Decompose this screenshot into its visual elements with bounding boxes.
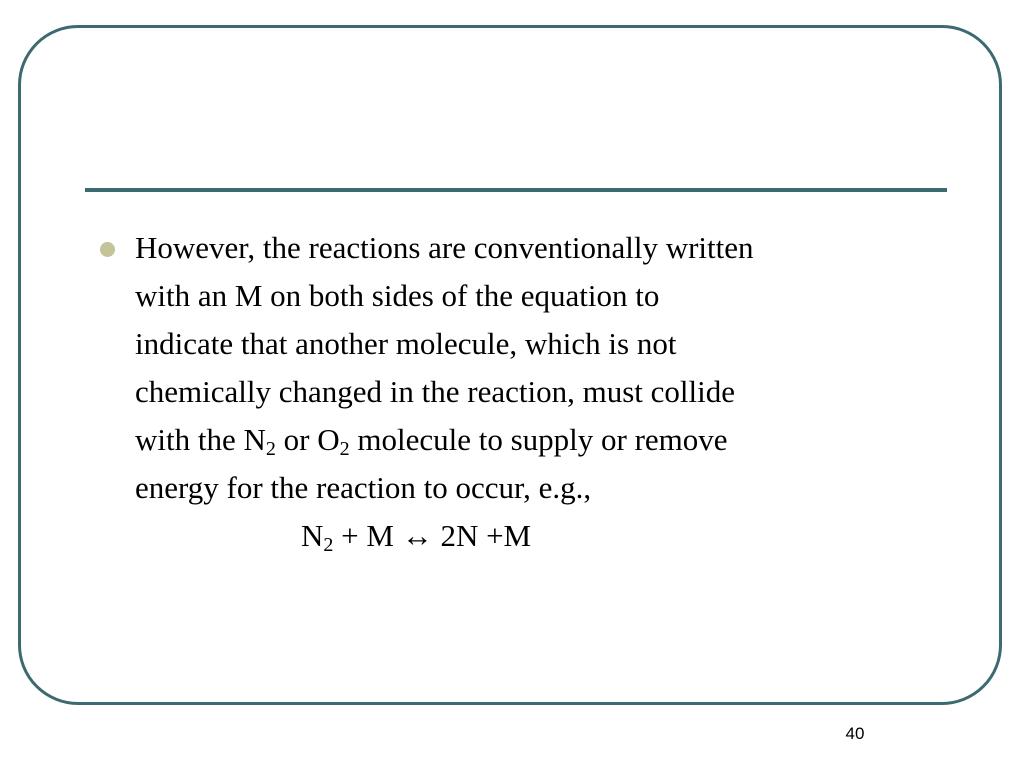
bullet-item [100,224,940,560]
bullet-line-2: with an M on both sides of the equation to [135,278,660,313]
reaction-equation [135,512,940,560]
equation-lhs-subscript: 2 [323,534,334,556]
line5-text-a: with the N [135,422,266,457]
bullet-line-6: energy for the reaction to occur, e.g., [135,470,592,505]
slide-body [100,224,940,560]
bullet-line-5 [135,416,940,464]
bullet-dot-icon [100,242,115,257]
equation-rest: + M ↔ 2N +M [333,518,532,553]
bullet-line-1: However, the reactions are conventionally written [135,230,754,265]
n2-subscript: 2 [265,438,276,460]
bullet-line-3: indicate that another molecule, which is not [135,326,677,361]
bullet-line-4: chemically changed in the reaction, must collide [135,374,735,409]
page-number: 40 [845,724,865,743]
equation-lhs: N [301,518,324,553]
line5-text-c: molecule to supply or remove [349,422,728,457]
title-divider [85,188,947,192]
o2-subscript: 2 [339,438,350,460]
line5-text-b: or O [275,422,340,457]
